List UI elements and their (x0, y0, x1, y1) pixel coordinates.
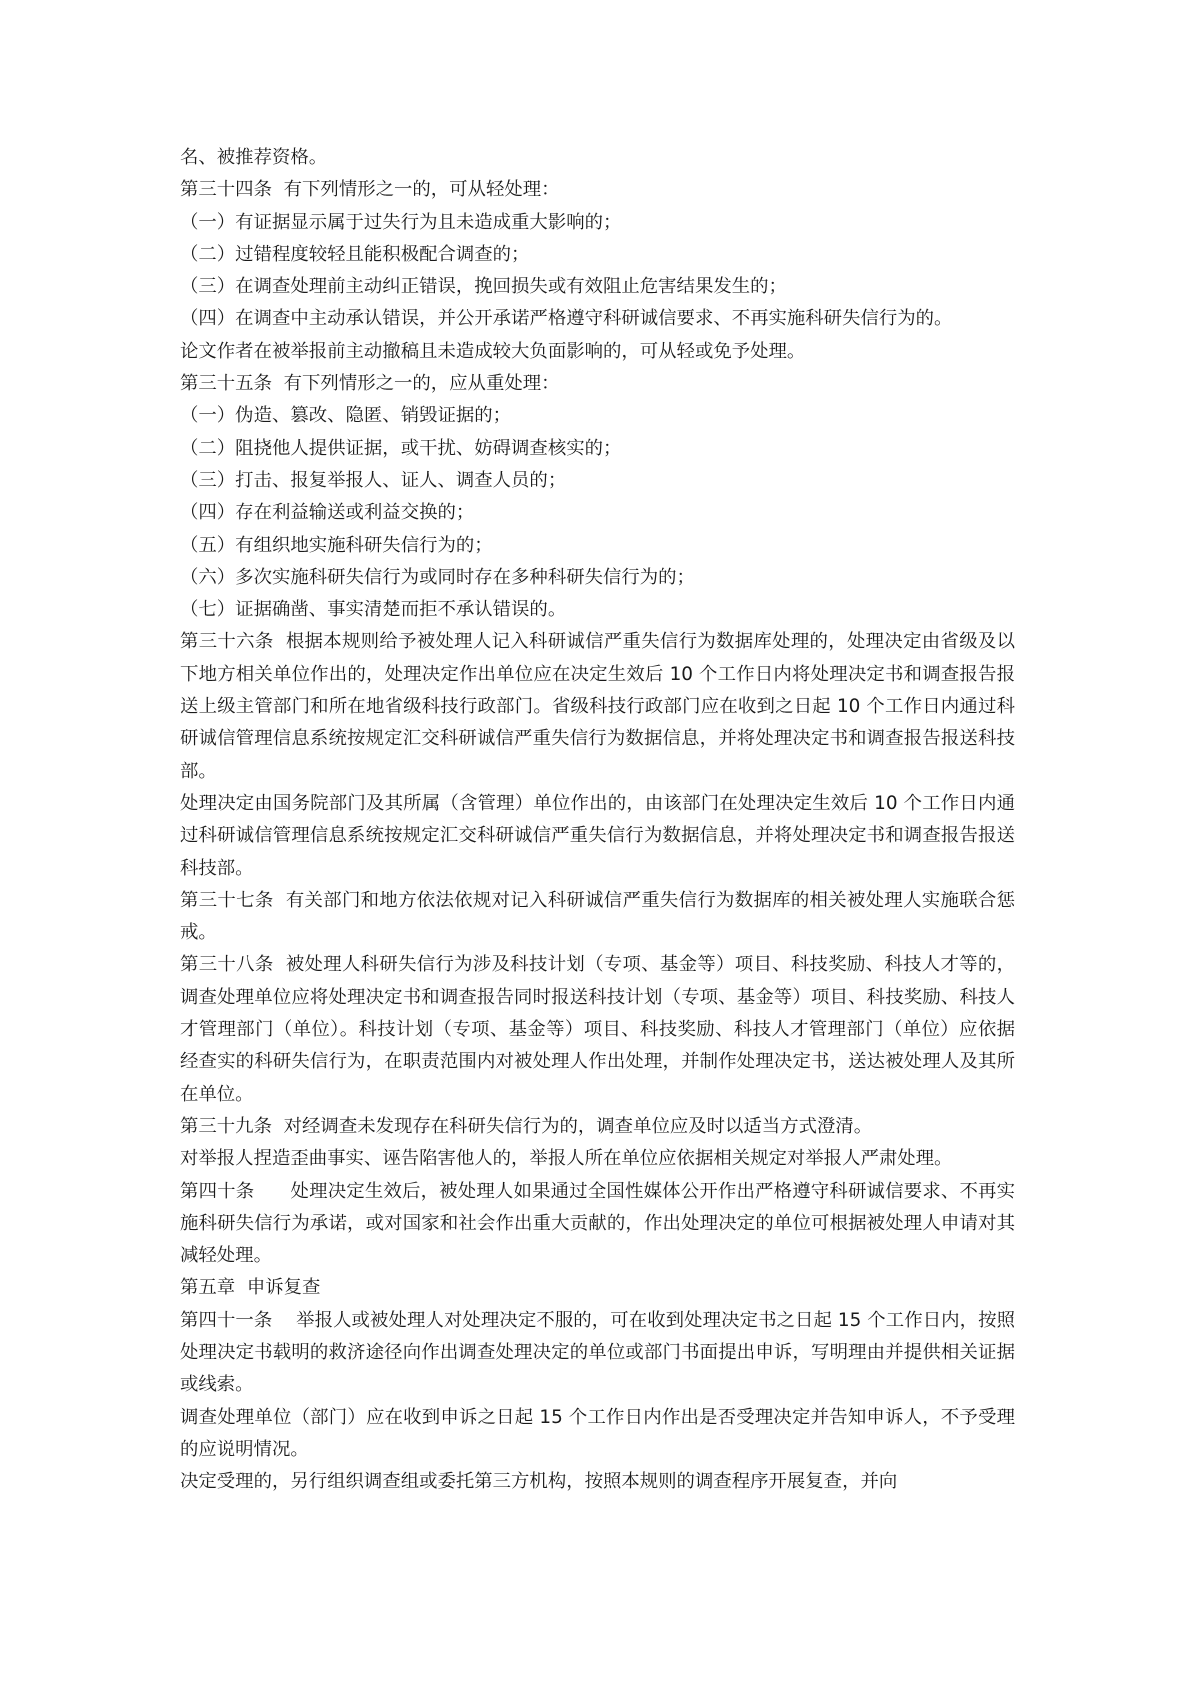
paragraph: （二）阻挠他人提供证据，或干扰、妨碍调查核实的； (180, 437, 622, 459)
paragraph: （六）多次实施科研失信行为或同时存在多种科研失信行为的； (180, 566, 695, 588)
paragraph: 处理决定由国务院部门及其所属（含管理）单位作出的，由该部门在处理决定生效后 10 个工作日内通过科研诚信管理信息系统按规定汇交科研诚信严重失信行为数据信息，并将处理决定书和调查报告报送科技部。 (180, 792, 1015, 879)
article-41: 第四十一条 举报人或被处理人对处理决定不服的，可在收到处理决定书之日起 15 个工作日内，按照处理决定书载明的救济途径向作出调查处理决定的单位或部门书面提出申诉，写明理由并提供相关证据或线索。 (180, 1309, 1015, 1396)
paragraph: （四）在调查中主动承认错误，并公开承诺严格遵守科研诚信要求、不再实施科研失信行为的。 (180, 308, 953, 330)
paragraph: （五）有组织地实施科研失信行为的； (180, 534, 493, 556)
paragraph: 名、被推荐资格。 (180, 147, 328, 168)
article-36: 第三十六条 根据本规则给予被处理人记入科研诚信严重失信行为数据库处理的，处理决定由省级及以下地方相关单位作出的，处理决定作出单位应在决定生效后 10 个工作日内将处理决定书和调查报告报送上级主管部门和所在地省级科技行政部门。省级科技行政部门应在收到之日起 10 个工作日内通过科研诚信管理信息系统按规定汇交科研诚信严重失信行为数据信息，并将处理决定书和调查报告报送科技部。 (180, 631, 1015, 782)
article-39: 第三十九条 对经调查未发现存在科研失信行为的，调查单位应及时以适当方式澄清。 (180, 1115, 873, 1137)
paragraph: （三）打击、报复举报人、证人、调查人员的； (180, 469, 567, 491)
article-34-heading: 第三十四条 有下列情形之一的，可从轻处理： (180, 179, 560, 201)
paragraph: 决定受理的，另行组织调查组或委托第三方机构，按照本规则的调查程序开展复查，并向 (180, 1471, 898, 1493)
paragraph: 调查处理单位（部门）应在收到申诉之日起 15 个工作日内作出是否受理决定并告知申诉人，不予受理的应说明情况。 (180, 1406, 1015, 1460)
article-37: 第三十七条 有关部门和地方依法依规对记入科研诚信严重失信行为数据库的相关被处理人实施联合惩戒。 (180, 889, 1015, 944)
paragraph: 论文作者在被举报前主动撤稿且未造成较大负面影响的，可从轻或免予处理。 (180, 340, 806, 362)
document-body (180, 142, 1015, 1498)
chapter-5-heading: 第五章 申诉复查 (180, 1277, 321, 1299)
paragraph: 对举报人捏造歪曲事实、诬告陷害他人的，举报人所在单位应依据相关规定对举报人严肃处理。 (180, 1148, 953, 1170)
article-40: 第四十条 处理决定生效后，被处理人如果通过全国性媒体公开作出严格遵守科研诚信要求、不再实施科研失信行为承诺，或对国家和社会作出重大贡献的，作出处理决定的单位可根据被处理人申请对其减轻处理。 (180, 1180, 1015, 1267)
article-35-heading: 第三十五条 有下列情形之一的，应从重处理： (180, 373, 560, 395)
paragraph: （一）伪造、篡改、隐匿、销毁证据的； (180, 405, 512, 427)
paragraph: （三）在调查处理前主动纠正错误，挽回损失或有效阻止危害结果发生的； (180, 276, 787, 298)
paragraph: （一）有证据显示属于过失行为且未造成重大影响的； (180, 211, 622, 233)
paragraph: （七）证据确凿、事实清楚而拒不承认错误的。 (180, 599, 567, 621)
paragraph: （二）过错程度较轻且能积极配合调查的； (180, 243, 530, 265)
article-38: 第三十八条 被处理人科研失信行为涉及科技计划（专项、基金等）项目、科技奖励、科技人才等的，调查处理单位应将处理决定书和调查报告同时报送科技计划（专项、基金等）项目、科技奖励、科技人才管理部门（单位）。科技计划（专项、基金等）项目、科技奖励、科技人才管理部门（单位）应依据经查实的科研失信行为，在职责范围内对被处理人作出处理，并制作处理决定书，送达被处理人及其所在单位。 (180, 954, 1015, 1105)
paragraph: （四）存在利益输送或利益交换的； (180, 502, 475, 524)
